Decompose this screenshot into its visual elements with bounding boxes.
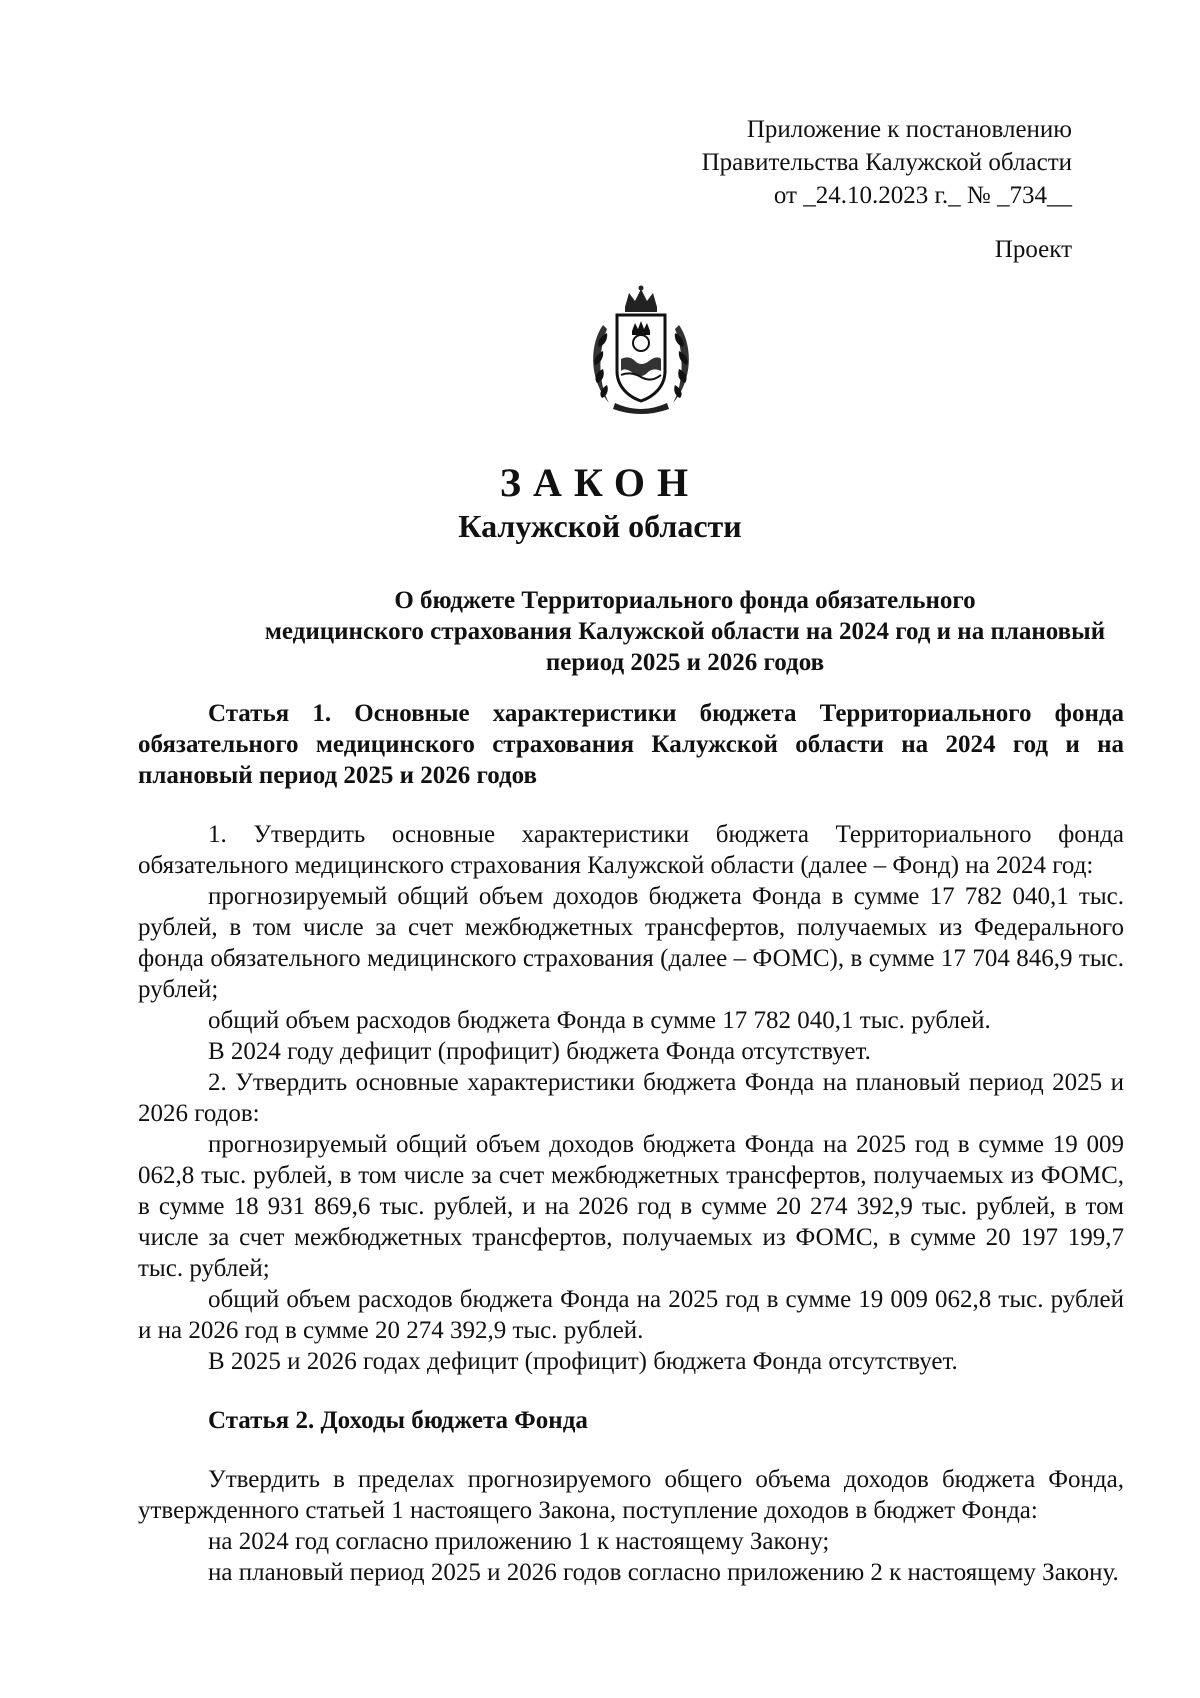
law-subject-line-3: период 2025 и 2026 годов xyxy=(545,649,825,676)
article-1-paragraph: общий объем расходов бюджета Фонда на 2025 год в сумме 19 009 062,8 тыс. рублей и на 2026 год в сумме 20 274 392,9 тыс. рублей. xyxy=(138,1286,1124,1344)
appendix-header xyxy=(702,113,1072,212)
law-body xyxy=(138,698,1124,1588)
law-title: ЗАКОН xyxy=(499,460,701,505)
law-subject-line-2: медицинского страхования Калужской области на 2024 год и на плановый xyxy=(264,618,1106,645)
law-subject xyxy=(245,585,1125,678)
law-subject-line-1: О бюджете Территориального фонда обязательного xyxy=(394,587,976,614)
draft-label: Проект xyxy=(994,236,1072,263)
article-1-paragraph: общий объем расходов бюджета Фонда в сумме 17 782 040,1 тыс. рублей. xyxy=(208,1007,991,1034)
article-1-heading: Статья 1. Основные характеристики бюджета Территориального фонда обязательного медицинского страхования Калужской области на 2024 год и на плановый период 2025 и 2026 годов xyxy=(138,700,1124,789)
article-2-heading: Статья 2. Доходы бюджета Фонда xyxy=(208,1407,588,1434)
appendix-line-3: от _24.10.2023 г._ № _734__ xyxy=(773,182,1072,209)
article-1-paragraph: прогнозируемый общий объем доходов бюджета Фонда в сумме 17 782 040,1 тыс. рублей, в том числе за счет межбюджетных трансфертов, получаемых из Федерального фонда обязательного медицинского страхования (далее – ФОМС), в сумме 17 704 846,9 тыс. рублей; xyxy=(138,883,1124,1003)
appendix-line-2: Правительства Калужской области xyxy=(701,149,1072,176)
article-2-paragraph: на плановый период 2025 и 2026 годов согласно приложению 2 к настоящему Закону. xyxy=(208,1559,1119,1586)
article-1-paragraph: В 2025 и 2026 годах дефицит (профицит) бюджета Фонда отсутствует. xyxy=(208,1348,958,1375)
article-1-paragraph: 1. Утвердить основные характеристики бюджета Территориального фонда обязательного медицинского страхования Калужской области (далее – Фонд) на 2024 год: xyxy=(138,821,1124,879)
article-2-paragraph: Утвердить в пределах прогнозируемого общего объема доходов бюджета Фонда, утвержденного статьей 1 настоящего Закона, поступление доходов в бюджет Фонда: xyxy=(138,1466,1124,1524)
article-1-paragraph: 2. Утвердить основные характеристики бюджета Фонда на плановый период 2025 и 2026 годов: xyxy=(138,1069,1124,1127)
coat-of-arms-icon xyxy=(585,285,697,417)
article-1-paragraph: В 2024 году дефицит (профицит) бюджета Фонда отсутствует. xyxy=(208,1038,871,1065)
law-region: Калужской области xyxy=(458,508,742,544)
appendix-line-1: Приложение к постановлению xyxy=(746,116,1072,143)
article-1-paragraph: прогнозируемый общий объем доходов бюджета Фонда на 2025 год в сумме 19 009 062,8 тыс. рублей, в том числе за счет межбюджетных трансфертов, получаемых из ФОМС, в сумме 18 931 869,6 тыс. рублей, и на 2026 год в сумме 20 274 392,9 тыс. рублей, в том числе за счет межбюджетных трансфертов, получаемых из ФОМС, в сумме 20 197 199,7 тыс. рублей; xyxy=(138,1131,1124,1282)
article-2-paragraph: на 2024 год согласно приложению 1 к настоящему Закону; xyxy=(208,1528,830,1555)
